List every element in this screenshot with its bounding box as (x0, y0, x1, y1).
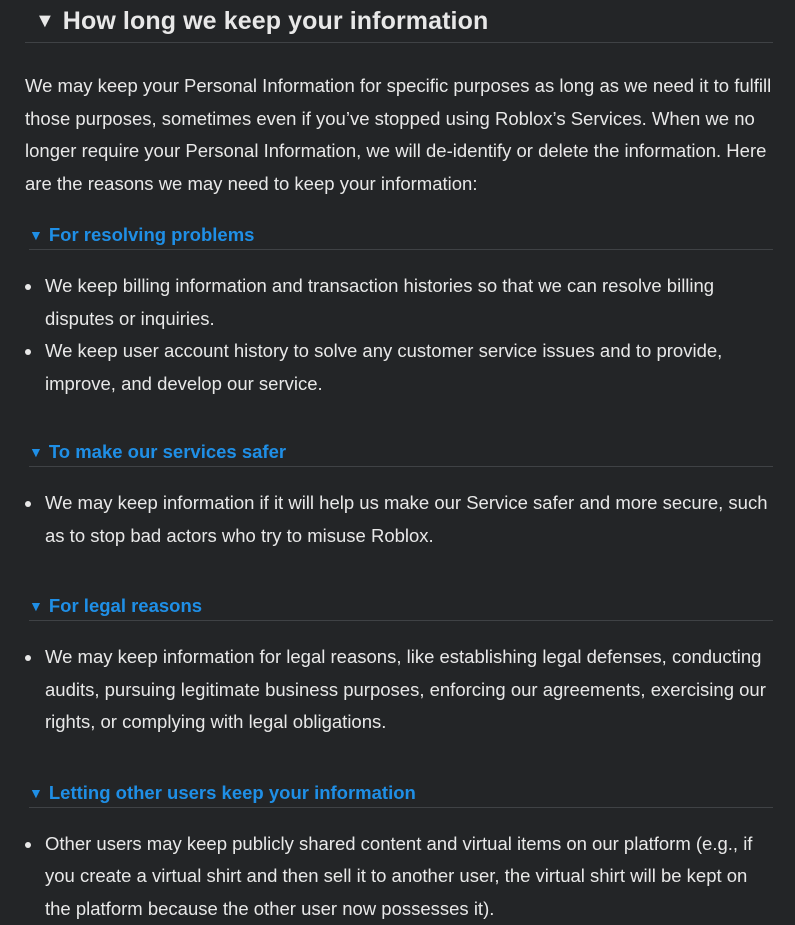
bullet-icon (25, 501, 31, 507)
policy-page (25, 0, 773, 925)
list-item-text: Other users may keep publicly shared content and virtual items on our platform (e.g., if you create a virtual shirt and then sell it to another user, the virtual shirt will be kept on the platform because the other user now possesses it). (45, 832, 753, 919)
bullet-list (25, 270, 773, 400)
subsection-title: Letting other users keep your information (48, 781, 416, 803)
subsection-resolving-problems (25, 221, 773, 400)
list-item (25, 641, 773, 739)
list-item-text: We may keep information for legal reasons, like establishing legal defenses, conducting audits, pursuing legitimate business purposes, enforcing our agreements, exercising our rights, or complying with legal obligations. (45, 646, 766, 732)
section-toggle-how-long-we-keep[interactable] (25, 0, 773, 43)
triangle-down-icon: ▼ (29, 444, 43, 460)
subsection-title: For resolving problems (48, 224, 255, 245)
subsection-legal-reasons (25, 592, 773, 739)
list-item (25, 270, 773, 335)
intro-paragraph: We may keep your Personal Information for specific purposes as long as we need it to fulfill those purposes, sometimes even if you’ve stopped using Roblox’s Services. When we no longer require your Personal Information, we will de-identify or delete the information. Here are the reasons we may need to keep your information: (25, 75, 772, 194)
triangle-down-icon: ▼ (29, 784, 43, 801)
subsection-toggle-legal-reasons[interactable] (29, 592, 773, 621)
list-item-text: We keep billing information and transaction histories so that we can resolve billing disputes or inquiries. (45, 275, 715, 329)
subsection-title: For legal reasons (48, 595, 203, 616)
bullet-list (25, 828, 773, 925)
bullet-icon (25, 284, 31, 290)
subsection-services-safer (25, 438, 773, 552)
subsection-title: To make our services safer (48, 441, 287, 462)
list-item (25, 487, 773, 552)
triangle-down-icon: ▼ (29, 227, 43, 243)
subsection-other-users (25, 779, 773, 925)
list-item-text: We keep user account history to solve any customer service issues and to provide, improve, and develop our service. (45, 340, 723, 394)
triangle-down-icon: ▼ (35, 10, 55, 32)
bullet-icon (25, 655, 31, 661)
bullet-icon (25, 842, 31, 848)
subsection-toggle-other-users[interactable] (29, 779, 773, 808)
list-item (25, 335, 773, 400)
list-item-text: We may keep information if it will help us make our Service safer and more secure, such as to stop bad actors who try to misuse Roblox. (45, 492, 768, 546)
section-title: How long we keep your information (62, 6, 489, 35)
subsection-toggle-services-safer[interactable] (29, 438, 773, 467)
triangle-down-icon: ▼ (29, 598, 43, 614)
list-item (25, 828, 773, 925)
bullet-icon (25, 349, 31, 355)
subsection-toggle-resolving-problems[interactable] (29, 221, 773, 250)
bullet-list (25, 487, 773, 552)
bullet-list (25, 641, 773, 739)
